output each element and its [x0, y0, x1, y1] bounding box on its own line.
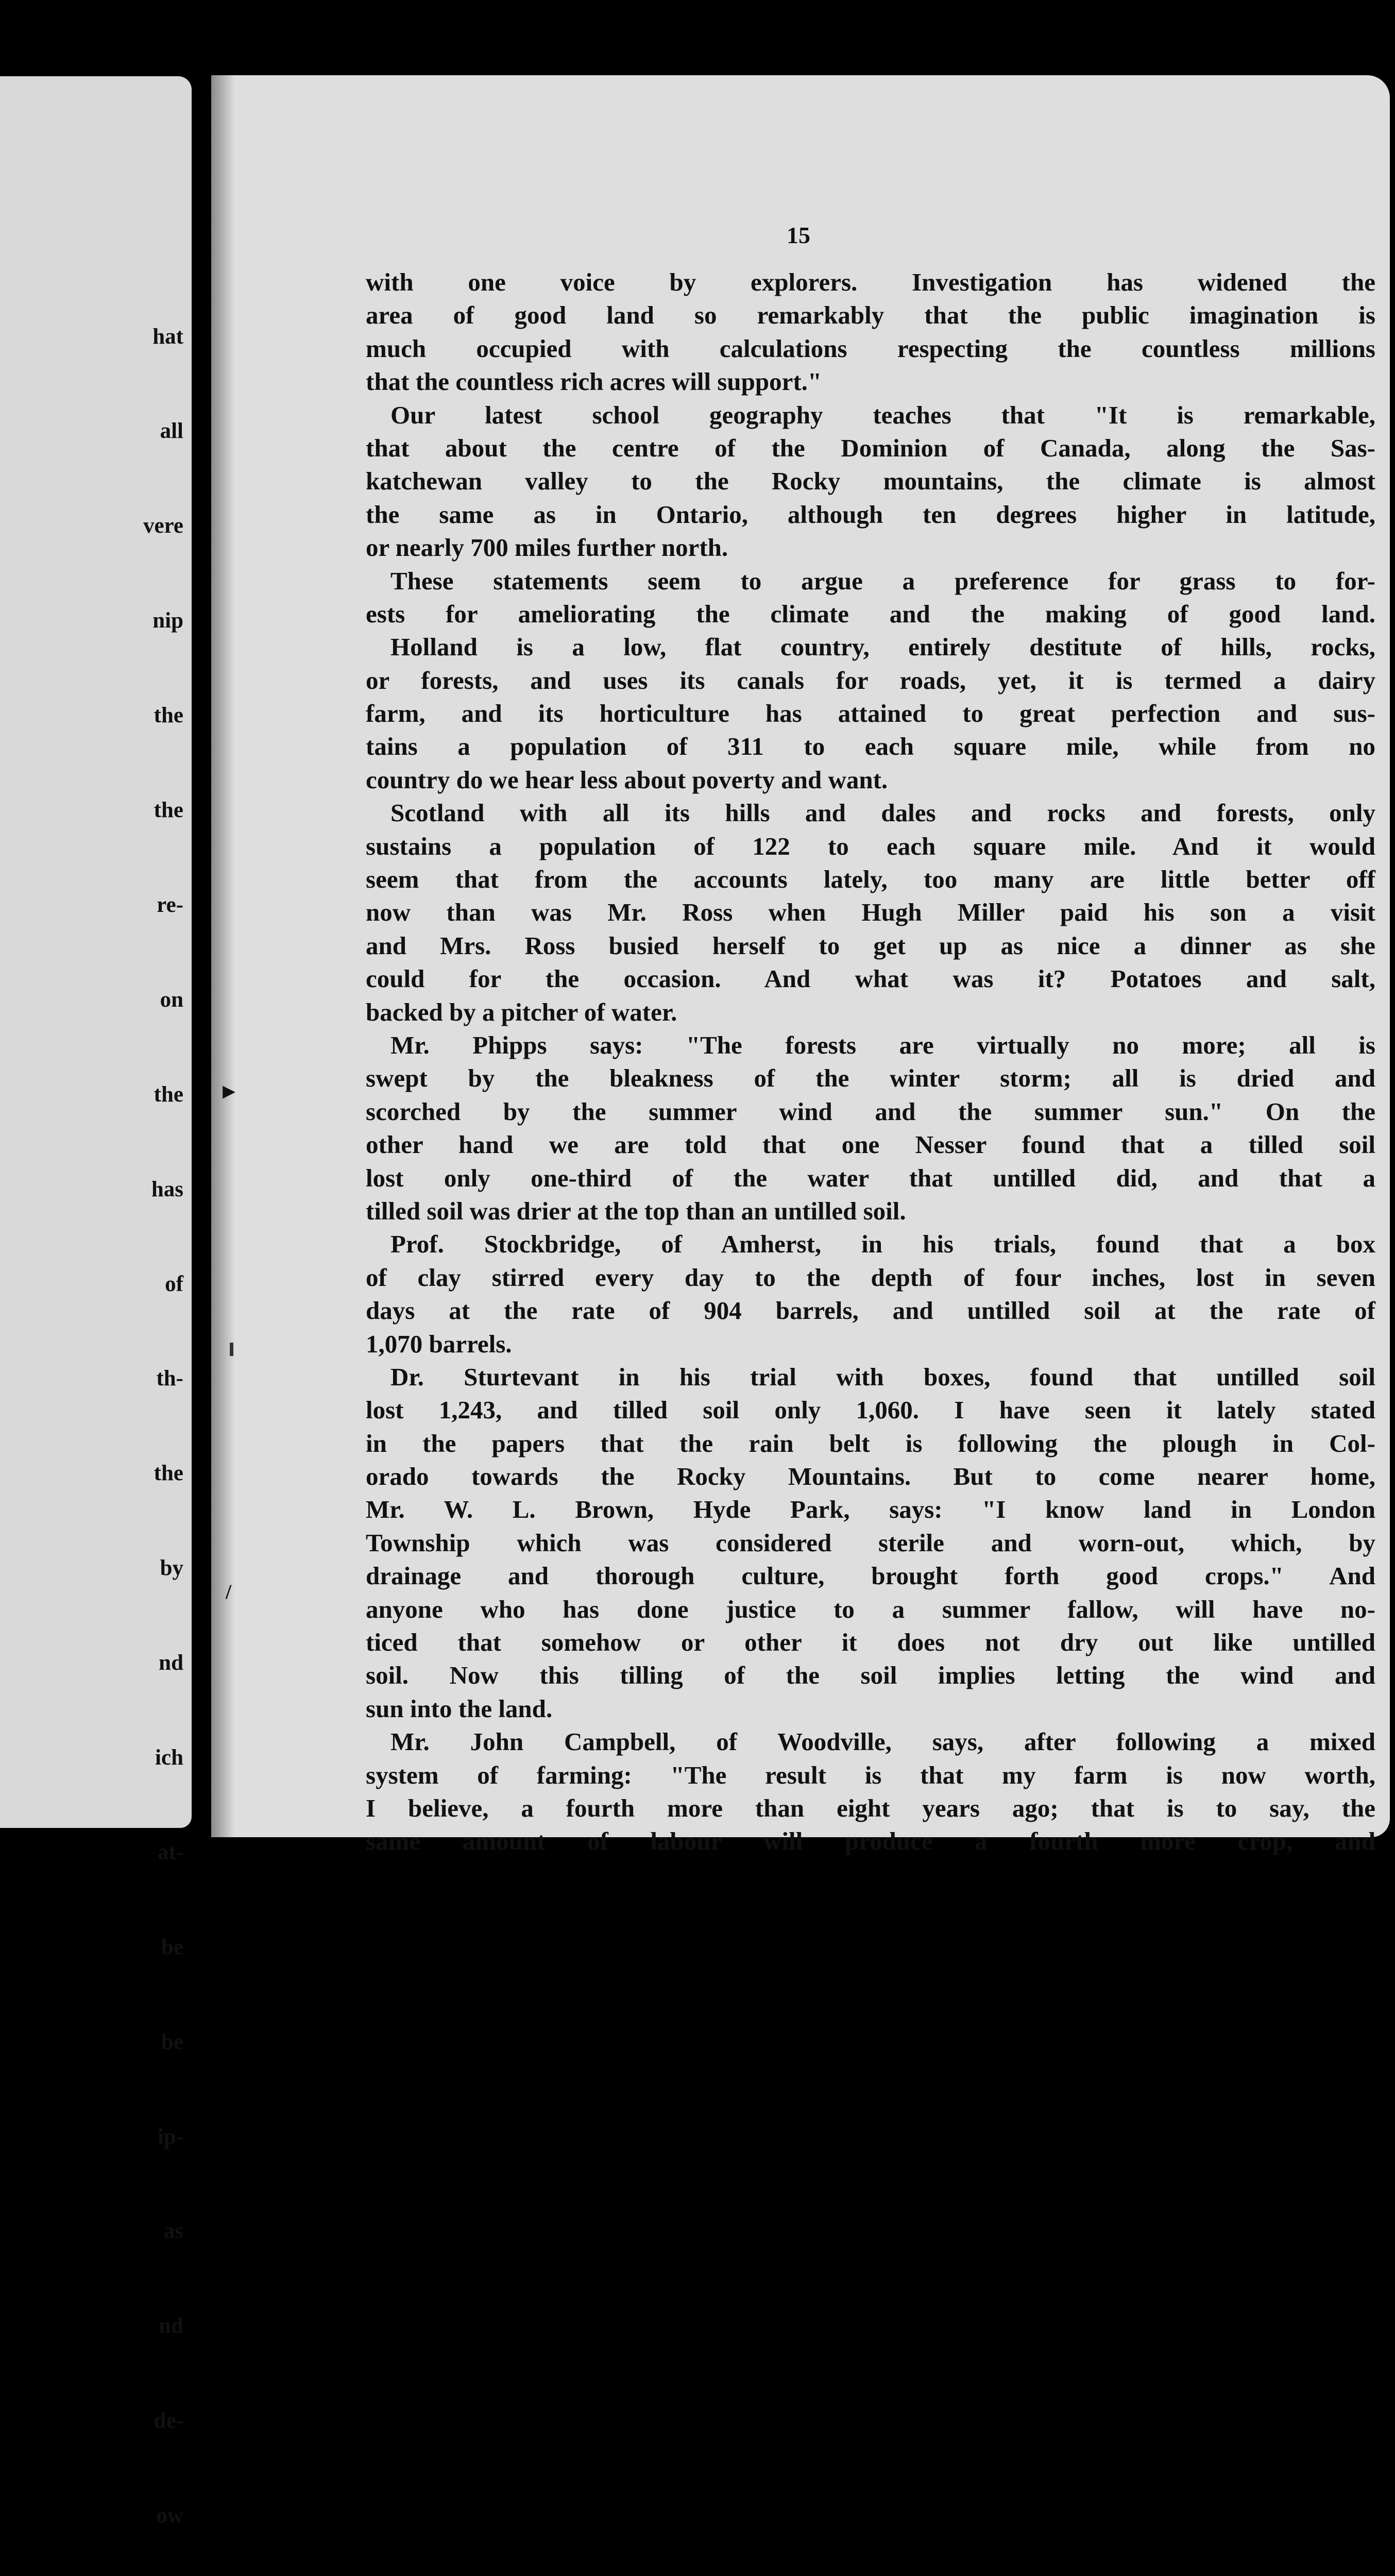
left-fragment: nd [159, 1651, 183, 1675]
text-line: and Mrs. Ross busied herself to get up as nice a dinner as she [366, 931, 1375, 960]
text-line: now than was Mr. Ross when Hugh Miller paid his son a visit [366, 898, 1375, 927]
text-line: scorched by the summer wind and the summer sun." On the [366, 1097, 1375, 1126]
text-line: that about the centre of the Dominion of Canada, along the Sas- [366, 433, 1375, 462]
body-text [366, 266, 1375, 1858]
left-page-edge [0, 76, 192, 2528]
left-fragment: nd [159, 2314, 183, 2338]
text-line: katchewan valley to the Rocky mountains, the climate is almost [366, 467, 1375, 496]
text-line: soil. Now this tilling of the soil implies letting the wind and [366, 1661, 1375, 1690]
text-line: Dr. Sturtevant in his trial with boxes, found that untilled soil [390, 1362, 1375, 1391]
left-fragment: th- [156, 1366, 183, 1391]
text-line: lost 1,243, and tilled soil only 1,060. I have seen it lately stated [366, 1396, 1375, 1425]
text-line: I believe, a fourth more than eight years ago; that is to say, the [366, 1793, 1375, 1822]
text-line: Our latest school geography teaches that "It is remarkable, [390, 400, 1375, 429]
text-line: orado towards the Rocky Mountains. But to come nearer home, [366, 1462, 1375, 1491]
text-line: backed by a pitcher of water. [366, 997, 677, 1026]
book-page [211, 75, 1390, 1856]
text-line: anyone who has done justice to a summer fallow, will have no- [366, 1595, 1375, 1623]
text-line: country do we hear less about poverty and want. [366, 765, 888, 794]
left-fragment: be [161, 1935, 183, 1959]
text-line: system of farming: "The result is that my farm is now worth, [366, 1760, 1375, 1789]
text-line: much occupied with calculations respecting the countless millions [366, 334, 1375, 363]
text-line: sun into the land. [366, 1694, 553, 1723]
left-fragment: nip [152, 608, 183, 633]
left-fragment: the [154, 703, 183, 728]
left-fragment: the [154, 798, 183, 823]
text-line: drainage and thorough culture, brought forth good crops." And [366, 1562, 1375, 1590]
page-gutter-shadow [211, 75, 235, 1837]
text-line: sustains a population of 122 to each square mile. And it would [366, 832, 1375, 860]
text-line: Township which was considered sterile and worn-out, which, by [366, 1528, 1375, 1557]
left-fragment: ip- [157, 2124, 183, 2149]
text-line: in the papers that the rain belt is following the plough in Col- [366, 1429, 1375, 1458]
text-line: tains a population of 311 to each square mile, while from no [366, 732, 1375, 761]
left-fragment: the [154, 1461, 183, 1486]
text-line: farm, and its horticulture has attained to great perfection and sus- [366, 699, 1375, 728]
margin-ink-mark [230, 1343, 233, 1356]
left-fragment: by [160, 1556, 183, 1581]
left-fragment: on [160, 987, 183, 1012]
text-line: ests for ameliorating the climate and the making of good land. [366, 599, 1375, 628]
text-line: Mr. John Campbell, of Woodville, says, after following a mixed [390, 1727, 1375, 1756]
left-fragment: de- [154, 2409, 183, 2433]
left-fragment: the [154, 1082, 183, 1107]
text-line: These statements seem to argue a preference for grass to for- [390, 566, 1375, 595]
text-line: ticed that somehow or other it does not dry out like untilled [366, 1628, 1375, 1657]
left-fragment: of [165, 1272, 183, 1296]
text-line: 1,070 barrels. [366, 1329, 512, 1358]
left-fragment: ich [155, 1745, 183, 1770]
text-line: Holland is a low, flat country, entirely destitute of hills, rocks, [390, 633, 1375, 662]
text-line: swept by the bleakness of the winter storm; all is dried and [366, 1064, 1375, 1093]
text-line: seem that from the accounts lately, too many are little better off [366, 865, 1375, 894]
left-fragment: ow [156, 2503, 183, 2528]
text-line: or nearly 700 miles further north. [366, 533, 728, 562]
text-line: area of good land so remarkably that the public imagination is [366, 301, 1375, 330]
text-line: days at the rate of 904 barrels, and untilled soil at the rate of [366, 1296, 1375, 1325]
left-fragment: re- [157, 892, 183, 917]
text-line: same amount of labour will produce a fourth more crop, and [366, 1827, 1375, 1856]
text-line: lost only one-third of the water that untilled did, and that a [366, 1163, 1375, 1192]
left-fragment: all [160, 419, 183, 444]
margin-arrow-mark: ▸ [223, 1076, 236, 1105]
text-line: of clay stirred every day to the depth of four inches, lost in seven [366, 1263, 1375, 1292]
text-line: Prof. Stockbridge, of Amherst, in his trials, found that a box [390, 1230, 1375, 1259]
text-line: the same as in Ontario, although ten degrees higher in latitude, [366, 500, 1375, 529]
text-line: could for the occasion. And what was it? Potatoes and salt, [366, 964, 1375, 993]
text-line: Scotland with all its hills and dales and rocks and forests, only [390, 799, 1375, 827]
left-fragment: vere [143, 514, 183, 538]
left-fragment: as [163, 2219, 183, 2244]
page-number: 15 [787, 222, 810, 248]
left-fragment: has [151, 1177, 183, 1201]
text-line: Mr. W. L. Brown, Hyde Park, says: "I know land in London [366, 1495, 1375, 1524]
text-line: or forests, and uses its canals for roads, yet, it is termed a dairy [366, 666, 1375, 694]
text-line: with one voice by explorers. Investigation has widened the [366, 268, 1375, 296]
margin-slash-mark: / [226, 1580, 232, 1603]
text-line: tilled soil was drier at the top than an untilled soil. [366, 1196, 906, 1225]
left-page-fragments [116, 258, 183, 2576]
text-line: that the countless rich acres will support." [366, 367, 822, 396]
text-line: Mr. Phipps says: "The forests are virtually no more; all is [390, 1030, 1375, 1059]
left-fragment: hat [152, 324, 183, 349]
left-fragment: be [161, 2029, 183, 2054]
text-line: other hand we are told that one Nesser found that a tilled soil [366, 1130, 1375, 1159]
left-fragment: at- [157, 1840, 183, 1865]
